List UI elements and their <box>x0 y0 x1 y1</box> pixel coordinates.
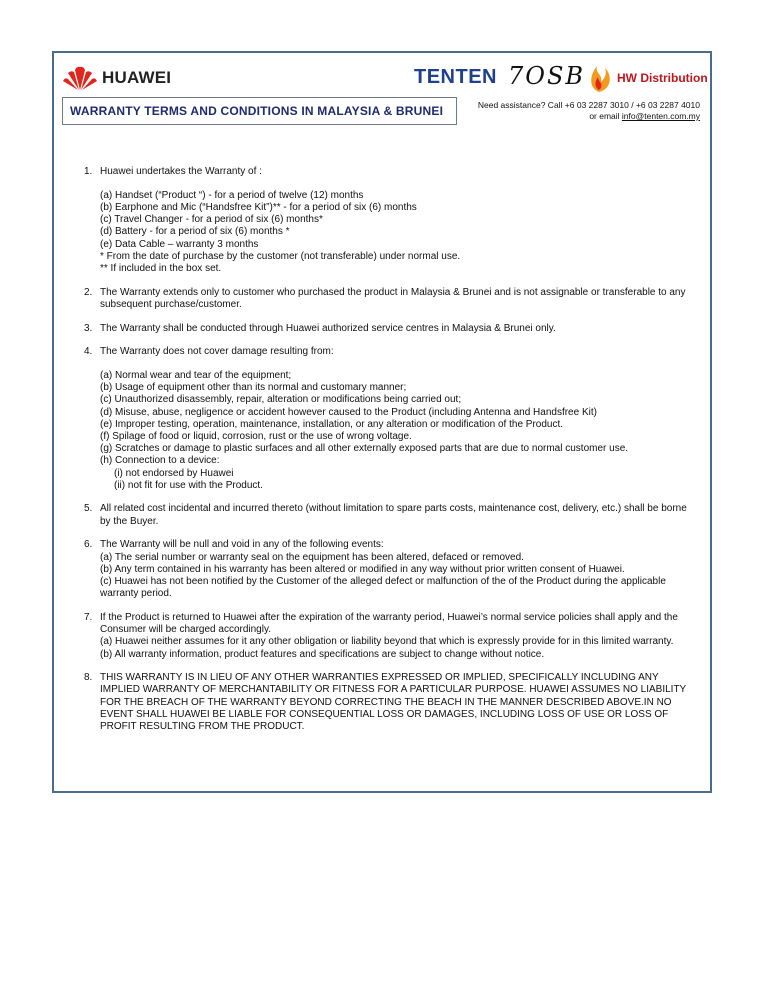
term-line: (d) Battery - for a period of six (6) months * <box>100 226 290 238</box>
term-line: (a) Handset (“Product “) - for a period of twelve (12) months <box>100 189 364 201</box>
terms-list <box>84 166 700 745</box>
term-line: (b) Usage of equipment other than its normal and customary manner; <box>100 382 407 394</box>
hw-distribution-logo <box>583 62 708 94</box>
huawei-logo-text: HUAWEI <box>102 68 172 87</box>
term-text: The Warranty extends only to customer who purchased the product in Malaysia & Brunei and is not assignable or transferable to any subsequent purchase/customer. <box>100 286 686 310</box>
term-text: The Warranty shall be conducted through Huawei authorized service centres in Malaysia & Brunei only. <box>100 322 556 334</box>
term-number: 8. <box>84 672 93 684</box>
term-lead: The Warranty does not cover damage resulting from: <box>100 346 334 358</box>
term-line: (c) Huawei has not been notified by the Customer of the alleged defect or malfunction of the of the Product during the applicable warranty period. <box>100 575 666 600</box>
assistance-phone-line: Need assistance? Call +6 03 2287 3010 / +6 03 2287 4010 <box>477 100 700 110</box>
term-item-1 <box>84 166 700 275</box>
term-line: (a) Huawei neither assumes for it any other obligation or liability beyond that which is expressly provide for in this limited warranty. <box>100 636 674 648</box>
term-line: (d) Misuse, abuse, negligence or accident however caused to the Product (including Antenna and Handsfree Kit) <box>100 406 597 418</box>
term-line: (a) The serial number or warranty seal on the equipment has been altered, defaced or removed. <box>100 551 524 563</box>
term-text: THIS WARRANTY IS IN LIEU OF ANY OTHER WARRANTIES EXPRESSED OR IMPLIED, SPECIFICALLY INCLUDING ANY IMPLIED WARRANTY OF MERCHANTABILITY OR FITNESS FOR A PARTICULAR PURPOSE. HUAWEI ASSUMES NO LIABILITY FOR THE BREACH OF THE WARRANTY BEYOND CORRECTING THE BEACH IN THE MANNER DESCRIBED ABOVE.IN NO EVENT SHALL HUAWEI BE LIABLE FOR CONSEQUENTIAL LOSS OR DAMAGES, INCLUDING LOSS OF USE OR LOSS OF PROFIT RESULTING FROM THE PRODUCT. <box>100 672 687 733</box>
term-number: 7. <box>84 611 93 623</box>
assistance-email-prefix: or email <box>589 111 622 121</box>
term-number: 6. <box>84 539 93 551</box>
term-line: * From the date of purchase by the customer (not transferable) under normal use. <box>100 250 461 262</box>
term-item-7 <box>84 612 700 661</box>
term-line: (c) Unauthorized disassembly, repair, alteration or modifications being carried out; <box>100 394 462 406</box>
huawei-petal-icon <box>62 64 98 92</box>
term-line: (b) All warranty information, product features and specifications are subject to change without notice. <box>100 648 545 660</box>
term-number: 2. <box>84 286 93 298</box>
term-text: All related cost incidental and incurred thereto (without limitation to spare parts costs, maintenance cost, delivery, etc.) shall be borne by the Buyer. <box>100 503 687 527</box>
term-number: 4. <box>84 346 93 358</box>
email-link[interactable]: info@tenten.com.my <box>621 111 700 121</box>
term-line: (g) Scratches or damage to plastic surfaces and all other externally exposed parts that are due to normal customer use. <box>100 443 629 455</box>
handwritten-signature: 7OSB <box>508 62 586 90</box>
term-lead: Huawei undertakes the Warranty of : <box>100 166 262 177</box>
term-item-3 <box>84 323 700 335</box>
term-lead: The Warranty will be null and void in any of the following events: <box>100 539 384 551</box>
term-line: (a) Normal wear and tear of the equipment; <box>100 369 292 381</box>
term-line: (e) Improper testing, operation, maintenance, installation, or any alteration or modification of the Product. <box>100 418 564 430</box>
term-item-5 <box>84 503 700 527</box>
term-item-6 <box>84 539 700 600</box>
term-lead: If the Product is returned to Huawei after the expiration of the warranty period, Huawei’s normal service policies shall apply and the Consumer will be charged accordingly. <box>100 611 678 636</box>
term-line: (c) Travel Changer - for a period of six (6) months* <box>100 214 323 226</box>
term-number: 1. <box>84 166 93 177</box>
term-subline: (i) not endorsed by Huawei <box>114 467 234 479</box>
term-line: (h) Connection to a device: <box>100 455 220 467</box>
document-title-box <box>62 97 457 125</box>
term-line: ** If included in the box set. <box>100 262 222 274</box>
term-line: (e) Data Cable – warranty 3 months <box>100 238 259 250</box>
term-number: 5. <box>84 503 93 515</box>
term-item-8 <box>84 672 700 733</box>
huawei-logo <box>62 64 171 92</box>
term-subline: (ii) not fit for use with the Product. <box>114 479 263 491</box>
document-title: WARRANTY TERMS AND CONDITIONS IN MALAYSIA & BRUNEI <box>70 104 444 118</box>
tenten-logo: TENTEN <box>414 66 497 88</box>
term-line: (b) Earphone and Mic (“Handsfree Kit”)** - for a period of six (6) months <box>100 201 417 213</box>
term-number: 3. <box>84 322 93 334</box>
term-item-2 <box>84 287 700 311</box>
term-line: (f) Spilage of food or liquid, corrosion, rust or the use of wrong voltage. <box>100 430 412 442</box>
hw-distribution-text: HW Distribution <box>617 71 708 85</box>
term-line: (b) Any term contained in his warranty has been altered or modified in any way without prior written consent of Huawei. <box>100 563 625 575</box>
term-item-4 <box>84 346 700 492</box>
assistance-contact <box>478 100 700 122</box>
flame-icon <box>583 62 615 94</box>
